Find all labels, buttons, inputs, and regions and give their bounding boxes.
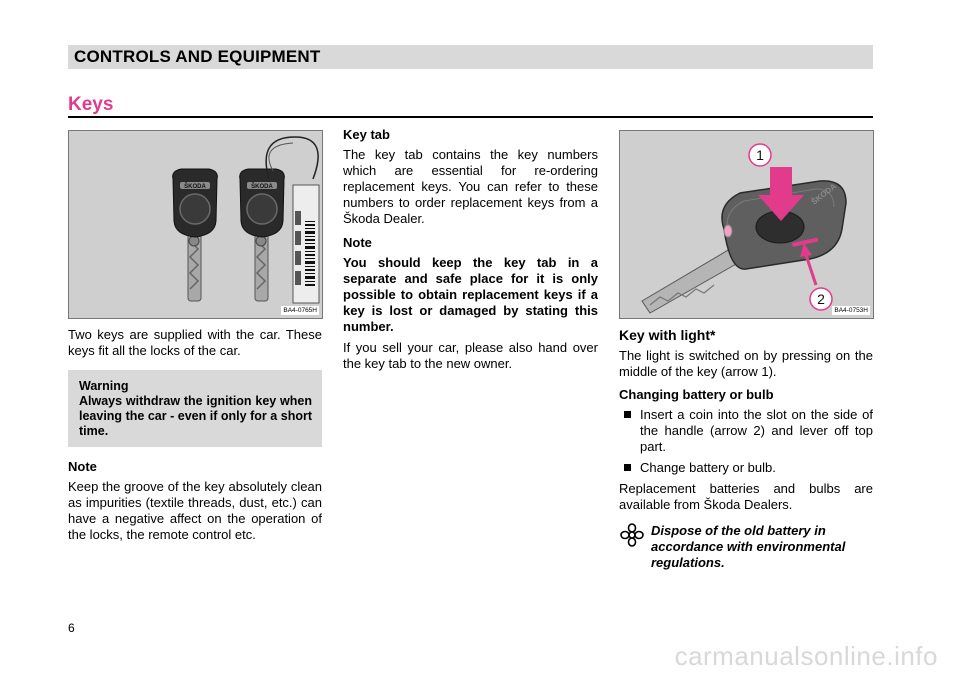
key-left-brand: ŠKODA <box>184 184 206 190</box>
note-bold-paragraph: You should keep the key tab in a separate and safe place for it is only possible to obtain replacement keys if a key is lost or damaged by stating this number. <box>343 255 598 334</box>
key-tab-heading: Key tab <box>343 127 390 142</box>
bullet-item: Change battery or bulb. <box>619 460 873 476</box>
column-middle <box>343 127 598 377</box>
key-with-light-heading: Key with light* <box>619 327 716 343</box>
key-left <box>173 169 218 301</box>
changing-battery-heading: Changing battery or bulb <box>619 387 774 402</box>
watermark: carmanualsonline.info <box>674 641 938 671</box>
warning-text: Always withdraw the ignition key when leaving the car - even if only for a short time. <box>79 394 312 438</box>
section-header-bar <box>68 45 873 69</box>
key-right <box>240 169 285 301</box>
arrow-2-label: 2 <box>817 291 825 307</box>
note-heading: Note <box>68 459 97 474</box>
figure-key-with-light <box>619 130 874 319</box>
arrow-1-label: 1 <box>756 147 764 163</box>
keys-illustration <box>69 131 322 318</box>
key-blade <box>642 249 738 313</box>
note-heading: Note <box>343 235 372 250</box>
figure-keys <box>68 130 323 319</box>
figure-code: BA4-0753H <box>834 307 868 314</box>
key-light-illustration <box>620 131 873 318</box>
environment-text: Dispose of the old battery in accordance with environmental regulations. <box>651 523 846 570</box>
key-right-brand: ŠKODA <box>251 184 273 190</box>
title-divider <box>68 116 873 118</box>
key-head-brand: ŠKODA <box>809 181 838 207</box>
bullet-square-icon <box>624 411 631 418</box>
warning-title: Warning <box>79 379 129 393</box>
column-right <box>619 327 873 571</box>
bullet-item: Insert a coin into the slot on the side of the handle (arrow 2) and lever off top part. <box>619 407 873 455</box>
bullet-square-icon <box>624 464 631 471</box>
section-title: CONTROLS AND EQUIPMENT <box>74 47 321 66</box>
page-number: 6 <box>68 621 75 635</box>
sell-paragraph: If you sell your car, please also hand over the key tab to the new owner. <box>343 340 598 371</box>
light-paragraph: The light is switched on by pressing on the middle of the key (arrow 1). <box>619 348 873 379</box>
environment-note <box>619 523 873 571</box>
intro-paragraph: Two keys are supplied with the car. These keys fit all the locks of the car. <box>68 327 322 358</box>
note-paragraph: Keep the groove of the key absolutely clean as impurities (textile threads, dust, etc.) can have a negative affect on the operation of the locks, the remote control etc. <box>68 479 322 542</box>
warning-box <box>68 370 322 447</box>
replacement-paragraph: Replacement batteries and bulbs are available from Škoda Dealers. <box>619 481 873 512</box>
key-tab-paragraph: The key tab contains the key numbers which are essential for re-ordering replacement keys. You can refer to these numbers to order replacement keys from a Škoda Dealer. <box>343 147 598 226</box>
page-title: Keys <box>68 94 114 115</box>
column-left <box>68 327 322 548</box>
flower-icon <box>619 523 645 547</box>
figure-code: BA4-0765H <box>283 307 317 314</box>
